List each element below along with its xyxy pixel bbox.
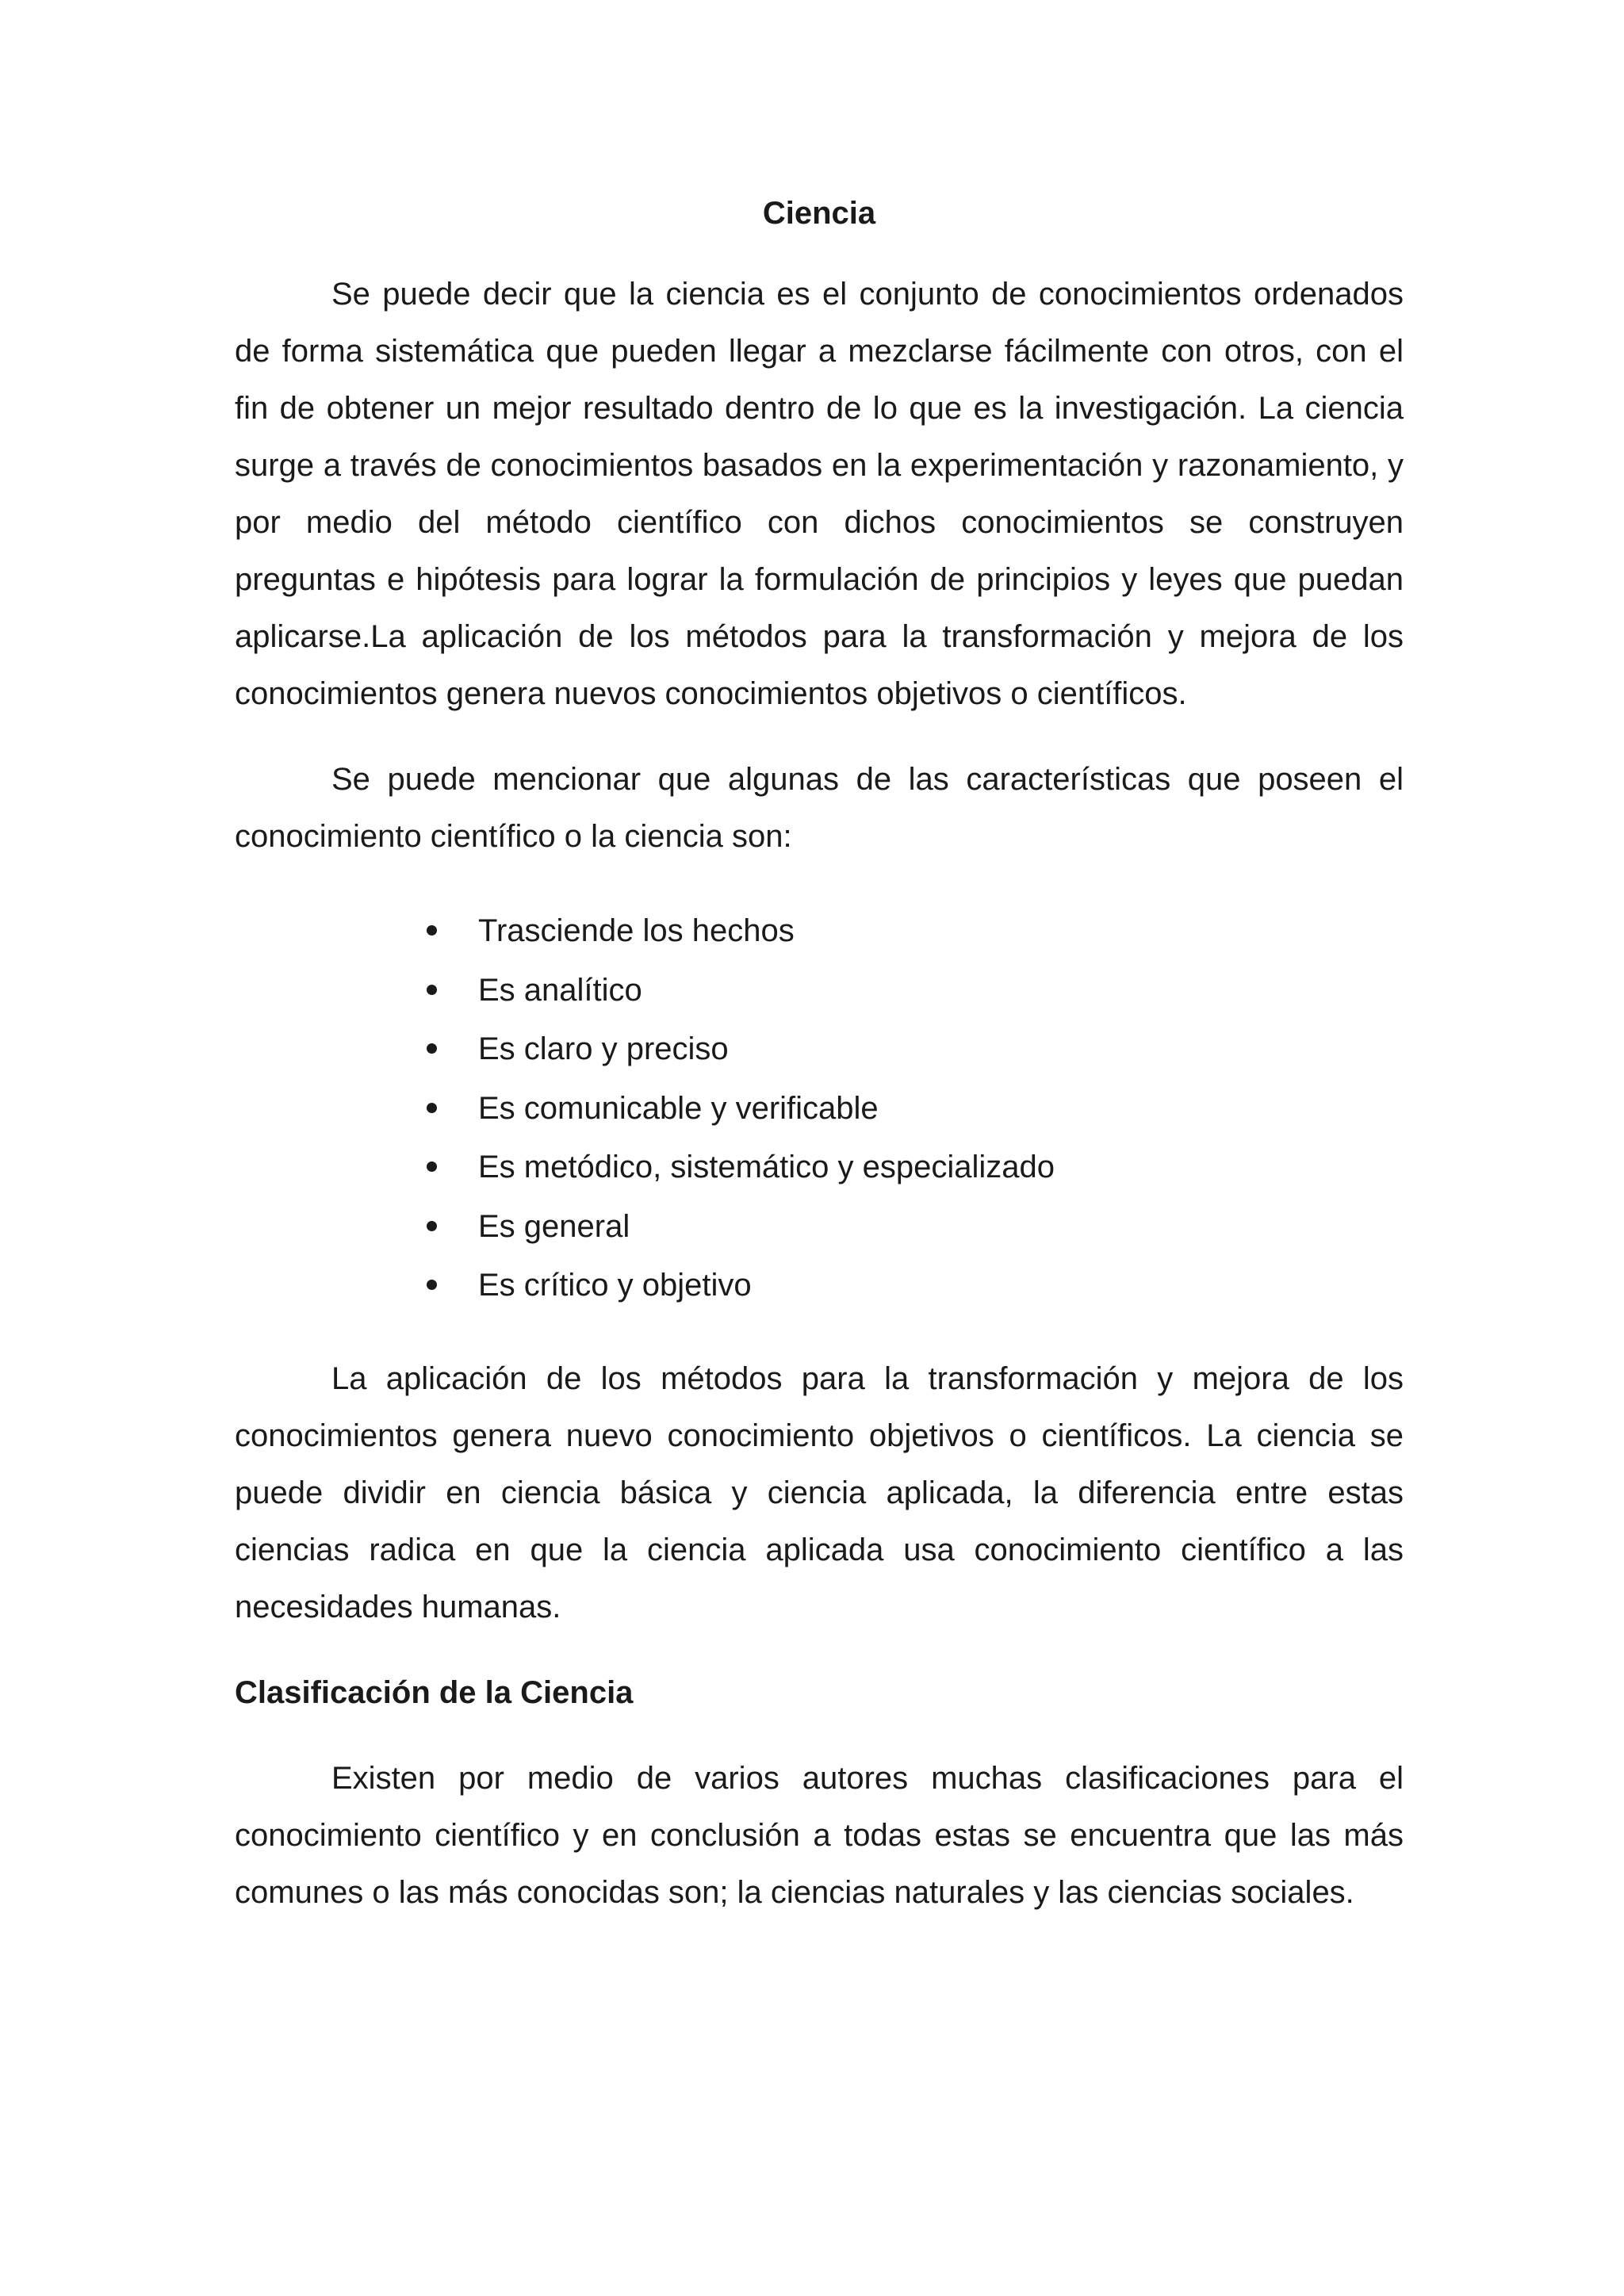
bullet-icon: [427, 1103, 437, 1113]
list-item: [235, 901, 1404, 961]
list-item-text: Es claro y preciso: [478, 1031, 729, 1066]
bullet-icon: [427, 1043, 437, 1054]
list-item-text: Es general: [478, 1208, 630, 1244]
list-item: [235, 1197, 1404, 1257]
list-item-text: Es comunicable y verificable: [478, 1090, 879, 1126]
document-body: [235, 189, 1404, 1950]
intro-paragraph-2: Se puede mencionar que algunas de las características que poseen el conocimiento científico o la ciencia son:: [235, 762, 1404, 854]
after-list-paragraph: La aplicación de los métodos para la transformación y mejora de los conocimientos genera nuevo conocimiento objetivos o científicos. La ciencia se puede dividir en ciencia básica y ciencia aplicada, la diferencia entre estas ciencias radica en que la ciencia aplicada usa conocimiento científico a las necesidades humanas.: [235, 1360, 1404, 1624]
list-item: [235, 1138, 1404, 1197]
list-item-text: Es metódico, sistemático y especializado: [478, 1150, 1055, 1184]
list-item: [235, 1020, 1404, 1079]
bullet-icon: [427, 1161, 437, 1172]
intro-paragraph-1: Se puede decir que la ciencia es el conjunto de conocimientos ordenados de forma sistemática que pueden llegar a mezclarse fácilmente con otros, con el fin de obtener un mejor resultado dentro de lo que es la investigación. La ciencia surge a través de conocimientos basados en la experimentación y razonamiento, y por medio del método científico con dichos conocimientos se construyen preguntas e hipótesis para lograr la formulación de principios y leyes que puedan aplicarse.La aplicación de los métodos para la transformación y mejora de los conocimientos genera nuevos conocimientos objetivos o científicos.: [235, 277, 1404, 711]
section-heading: Clasificación de la Ciencia: [235, 1674, 634, 1710]
list-item-text: Es analítico: [478, 972, 642, 1008]
list-item: [235, 961, 1404, 1020]
list-item: [235, 1256, 1404, 1315]
section-paragraph: Existen por medio de varios autores muchas clasificaciones para el conocimiento científico y en conclusión a todas estas se encuentra que las más comunes o las más conocidas son; la ciencias naturales y las ciencias sociales.: [235, 1760, 1404, 1910]
document-title: Ciencia: [762, 196, 876, 231]
characteristics-list: [235, 901, 1404, 1315]
bullet-icon: [427, 985, 437, 995]
bullet-icon: [427, 1221, 437, 1231]
bullet-icon: [427, 925, 437, 936]
list-item-text: Es crítico y objetivo: [478, 1268, 752, 1303]
list-item-text: Trasciende los hechos: [478, 913, 795, 948]
list-item: [235, 1079, 1404, 1138]
bullet-icon: [427, 1280, 437, 1290]
